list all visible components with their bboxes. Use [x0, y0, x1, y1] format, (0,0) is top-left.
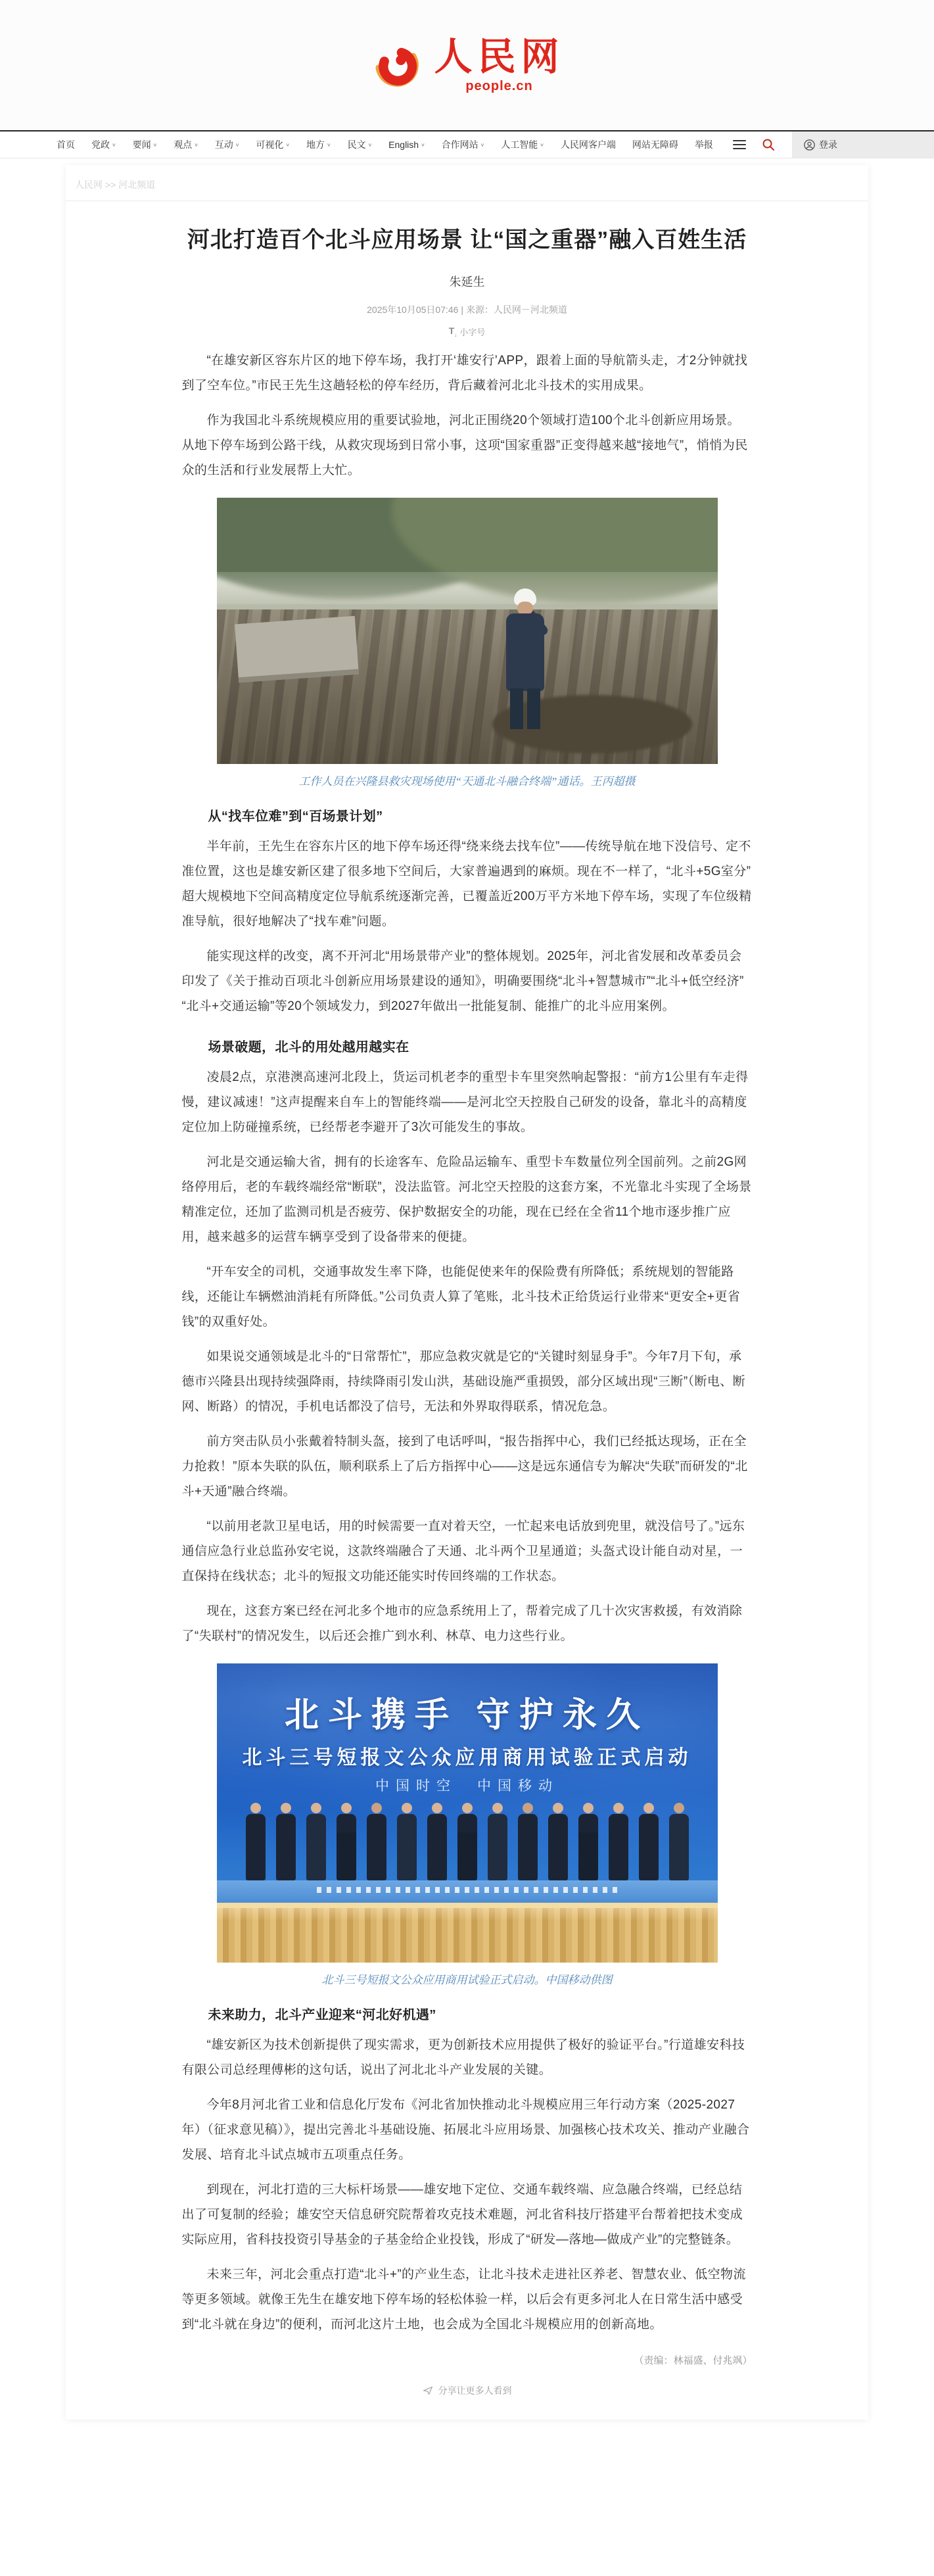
- login-label: 登录: [818, 139, 837, 150]
- article-body: [182, 348, 753, 2337]
- user-icon: [804, 139, 815, 151]
- stage-person: [336, 1803, 357, 1880]
- dateline: [66, 303, 868, 316]
- stage-people-row: [217, 1803, 718, 1880]
- chevron-down-icon: [480, 142, 485, 148]
- article-paragraph: 未来三年，河北会重点打造“北斗+”的产业生态，让北斗技术走进社区养老、智慧农业、低空物流等更多领域。就像王先生在雄安地下停车场的轻松体验一样，以后会有更多河北人在日常生活中感受到“北斗就在身边”的便利，而河北这片土地，也会成为全国北斗规模应用的创新高地。: [181, 2268, 746, 2331]
- article-paragraph: “以前用老款卫星电话，用的时候需要一直对着天空，一忙起来电话放到兜里，就没信号了。”远东通信应急行业总监孙安宅说，这款终端融合了天通、北斗两个卫星通道；头盔式设计能自动对星，一直保持在线状态；北斗的短报文功能还能实时传回终端的工作状态。: [181, 1519, 745, 1583]
- stage-person: [306, 1803, 327, 1880]
- site-header: [0, 0, 934, 130]
- nav-item[interactable]: 党政 ∨: [91, 138, 116, 151]
- logo-flame-icon: [369, 37, 425, 93]
- nav-item[interactable]: 观点 ∨: [174, 138, 198, 151]
- article-paragraph: 前方突击队员小张戴着特制头盔，接到了电话呼叫，“报告指挥中心，我们已经抵达现场，正在全力抢救！”原本失联的队伍，顺利联系上了后方指挥中心——这是远东通信专为解决“失联”而研发的“北斗+天通”融合终端。: [181, 1435, 748, 1498]
- stage-person: [396, 1803, 417, 1880]
- article-subheading: 场景破题，北斗的用处越用越实在: [208, 1040, 409, 1055]
- stage-person: [668, 1803, 689, 1880]
- article-paragraph: 凌晨2点，京港澳高速河北段上，货运司机老李的重型卡车里突然响起警报：“前方1公里有车走得慢，建议减速！”这声提醒来自车上的智能终端——是河北空天控股自己研发的设备，靠北斗的高精度定位加上防碰撞系统，已经帮老李避开了3次可能发生的事故。: [181, 1070, 749, 1134]
- font-size-control[interactable]: [449, 325, 486, 338]
- stage-person: [366, 1803, 387, 1880]
- stage-wheat-decoration: [217, 1903, 718, 1963]
- title-block: [66, 201, 868, 338]
- chevron-down-icon: [194, 142, 198, 148]
- nav-item[interactable]: 首页: [57, 139, 75, 150]
- logo-text-en: people.cn: [465, 79, 533, 94]
- stage-slogan: 北斗携手 守护永久: [284, 1697, 649, 1734]
- chevron-down-icon: [235, 142, 240, 148]
- chevron-down-icon: [153, 142, 158, 148]
- main-nav: [0, 130, 934, 158]
- article-section: [182, 805, 753, 1649]
- stage-person: [578, 1803, 599, 1880]
- nav-item[interactable]: 合作网站 ∨: [442, 138, 485, 151]
- article-paragraph: “开车安全的司机，交通事故发生率下降，也能促使来年的保险费有所降低；系统规划的智能路线，还能让车辆燃油消耗有所降低。”公司负责人算了笔账，北斗技术正给货运行业带来“更安全+更省钱”的双重好处。: [181, 1265, 741, 1329]
- article-section: [182, 348, 753, 483]
- stage-person: [427, 1803, 448, 1880]
- article-paragraph: “在雄安新区容东片区的地下停车场，我打开‘雄安行’APP，跟着上面的导航箭头走，才2分钟就找到了空车位。”市民王先生这趟轻松的停车经历，背后藏着河北北斗技术的实用成果。: [181, 354, 748, 393]
- article-paragraph: 如果说交通领域是北斗的“日常帮忙”，那应急救灾就是它的“关键时刻显身手”。今年7月下旬，承德市兴隆县出现持续强降雨，持续降雨引发山洪，基础设施严重损毁，部分区域出现“三断”（断电、断网、断路）的情况，手机电话都没了信号，无法和外界取得联系，情况危急。: [181, 1350, 746, 1414]
- stage-person: [638, 1803, 659, 1880]
- font-size-icon: $T_↓$: [448, 325, 457, 338]
- nav-item[interactable]: 要闻 ∨: [133, 138, 158, 151]
- chevron-down-icon: [421, 142, 425, 148]
- stage-person: [275, 1803, 296, 1880]
- nav-item[interactable]: 可视化 ∨: [256, 138, 290, 151]
- article-subheading: 从“找车位难”到“百场景计划”: [208, 809, 383, 824]
- article-paragraph: 作为我国北斗系统规模应用的重要试验地，河北正围绕20个领域打造100个北斗创新应用场景。从地下停车场到公路干线，从救灾现场到日常小事，这项“国家重器”正变得越来越“接地气”，悄悄为民众的生活和行业发展帮上大忙。: [181, 414, 748, 477]
- share-label: 分享让更多人看到: [438, 2385, 512, 2396]
- stage-person: [548, 1803, 569, 1880]
- article-subheading: 未来助力，北斗产业迎来“河北好机遇”: [208, 2008, 436, 2022]
- nav-item[interactable]: English ∨: [388, 139, 425, 150]
- figure-ceremony: [217, 1663, 718, 1987]
- nav-item[interactable]: 地方 ∨: [306, 138, 331, 151]
- stage-brands: 中国时空 中国移动: [375, 1778, 559, 1794]
- chevron-down-icon: [285, 142, 290, 148]
- publish-date: 2025年10月05日07:46: [367, 304, 459, 315]
- nav-items: [0, 131, 713, 158]
- breadcrumb-separator: >>: [105, 179, 116, 190]
- stage-person: [457, 1803, 478, 1880]
- figure-caption: 北斗三号短报文公众应用商用试验正式启动。中国移动供图: [321, 1974, 613, 1986]
- stage-person: [245, 1803, 266, 1880]
- nav-tools: [733, 131, 775, 158]
- font-size-label: 小字号: [459, 327, 486, 337]
- article-paragraph: 到现在，河北打造的三大标杆场景——雄安地下定位、交通车载终端、应急融合终端，已经总结出了可复制的经验；雄安空天信息研究院帮着攻克技术难题，河北省科技厅搭建平台帮着把技术变成实际应用，省科技投资引导基金的子基金给企业投钱，形成了“研发—落地—做成产业”的完整链条。: [181, 2183, 743, 2247]
- chevron-down-icon: [368, 142, 373, 148]
- article-author: 朱延生: [449, 275, 485, 289]
- menu-icon[interactable]: [733, 140, 746, 149]
- breadcrumb-site[interactable]: 人民网: [75, 179, 103, 190]
- chevron-down-icon: [540, 142, 544, 148]
- nav-item[interactable]: 人民网客户端: [560, 139, 616, 150]
- article-card: [66, 165, 868, 2420]
- stage-banner-text: [317, 1887, 617, 1893]
- stage-event-title: 北斗三号短报文公众应用商用试验正式启动: [242, 1747, 692, 1769]
- chevron-down-icon: [327, 142, 331, 148]
- article-paragraph: “雄安新区为技术创新提供了现实需求，更为创新技术应用提供了极好的验证平台。”行道雄安科技有限公司总经理傅彬的这句话，说出了河北北斗产业发展的关键。: [181, 2038, 745, 2077]
- source-link[interactable]: 人民网－河北频道: [493, 304, 567, 315]
- chevron-down-icon: [112, 142, 116, 148]
- stage-person: [517, 1803, 538, 1880]
- nav-item[interactable]: 人工智能 ∨: [501, 138, 544, 151]
- site-logo[interactable]: [369, 36, 564, 95]
- search-icon[interactable]: [762, 138, 775, 151]
- nav-item[interactable]: 网站无障碍: [632, 139, 678, 150]
- article-paragraph: 河北是交通运输大省，拥有的长途客车、危险品运输车、重型卡车数量位列全国前列。之前2G网络停用后，老的车载终端经常“断联”，没法监管。河北空天控股的这套方案，不光靠北斗实现了全场景精准定位，还加了监测司机是否疲劳、保护数据安全的功能，现在已经在全省11个地市逐步推广应用，越来越多的运营车辆享受到了设备带来的便捷。: [181, 1155, 752, 1244]
- ceremony-photo: [217, 1663, 718, 1963]
- article-paragraph: 今年8月河北省工业和信息化厅发布《河北省加快推动北斗规模应用三年行动方案（2025-2027年）（征求意见稿）》，提出完善北斗基础设施、拓展北斗应用场景、加强核心技术攻关、推动产业融合发展、培育北斗试点城市五项重点任务。: [181, 2098, 750, 2162]
- editors-credit: （责编：林福盛、付兆飒）: [634, 2355, 753, 2366]
- breadcrumb: [66, 165, 868, 201]
- breadcrumb-channel[interactable]: 河北频道: [118, 179, 156, 190]
- disaster-photo: [217, 498, 718, 764]
- stage-person: [608, 1803, 629, 1880]
- page-title: 河北打造百个北斗应用场景 让“国之重器”融入百姓生活: [187, 227, 747, 252]
- login-button[interactable]: [792, 131, 934, 158]
- stage-person: [487, 1803, 508, 1880]
- dateline-divider: |: [461, 304, 463, 315]
- nav-item[interactable]: 举报: [694, 139, 713, 150]
- article-paragraph: 现在，这套方案已经在河北多个地市的应急系统用上了，帮着完成了几十次灾害救援，有效消除了“失联村”的情况发生，以后还会推广到水利、林草、电力这些行业。: [181, 1604, 743, 1643]
- nav-item[interactable]: 互动 ∨: [215, 138, 240, 151]
- logo-text-cn: 人民网: [434, 35, 565, 78]
- figure-disaster: [217, 498, 718, 788]
- article-paragraph: 半年前，王先生在容东片区的地下停车场还得“绕来绕去找车位”——传统导航在地下没信号、定不准位置，这也是雄安新区建了很多地下空间后，大家普遍遇到的麻烦。现在不一样了，“北斗+5G室分”超大规模地下空间高精度定位导航系统逐渐完善，已覆盖近200万平方米地下停车场，实现了车位级精准导航，很好地解决了“找车难”问题。: [181, 840, 752, 928]
- rescue-worker-figure: [497, 588, 553, 733]
- article-section: [182, 2004, 753, 2337]
- share-bar[interactable]: [66, 2384, 868, 2397]
- nav-item[interactable]: 民文 ∨: [348, 138, 373, 151]
- figure-caption: 工作人员在兴隆县救灾现场使用“天通北斗融合终端”通话。王丙超摄: [298, 775, 636, 788]
- source-label: 来源：: [465, 304, 494, 315]
- article-paragraph: 能实现这样的改变，离不开河北“用场景带产业”的整体规划。2025年，河北省发展和改革委员会印发了《关于推动百项北斗创新应用场景建设的通知》，明确要围绕“北斗+智慧城市”“北斗+低空经济”“北斗+交通运输”等20个领域发力，到2027年做出一批能复制、能推广的北斗应用案例。: [181, 949, 744, 1013]
- share-icon: [423, 2385, 433, 2396]
